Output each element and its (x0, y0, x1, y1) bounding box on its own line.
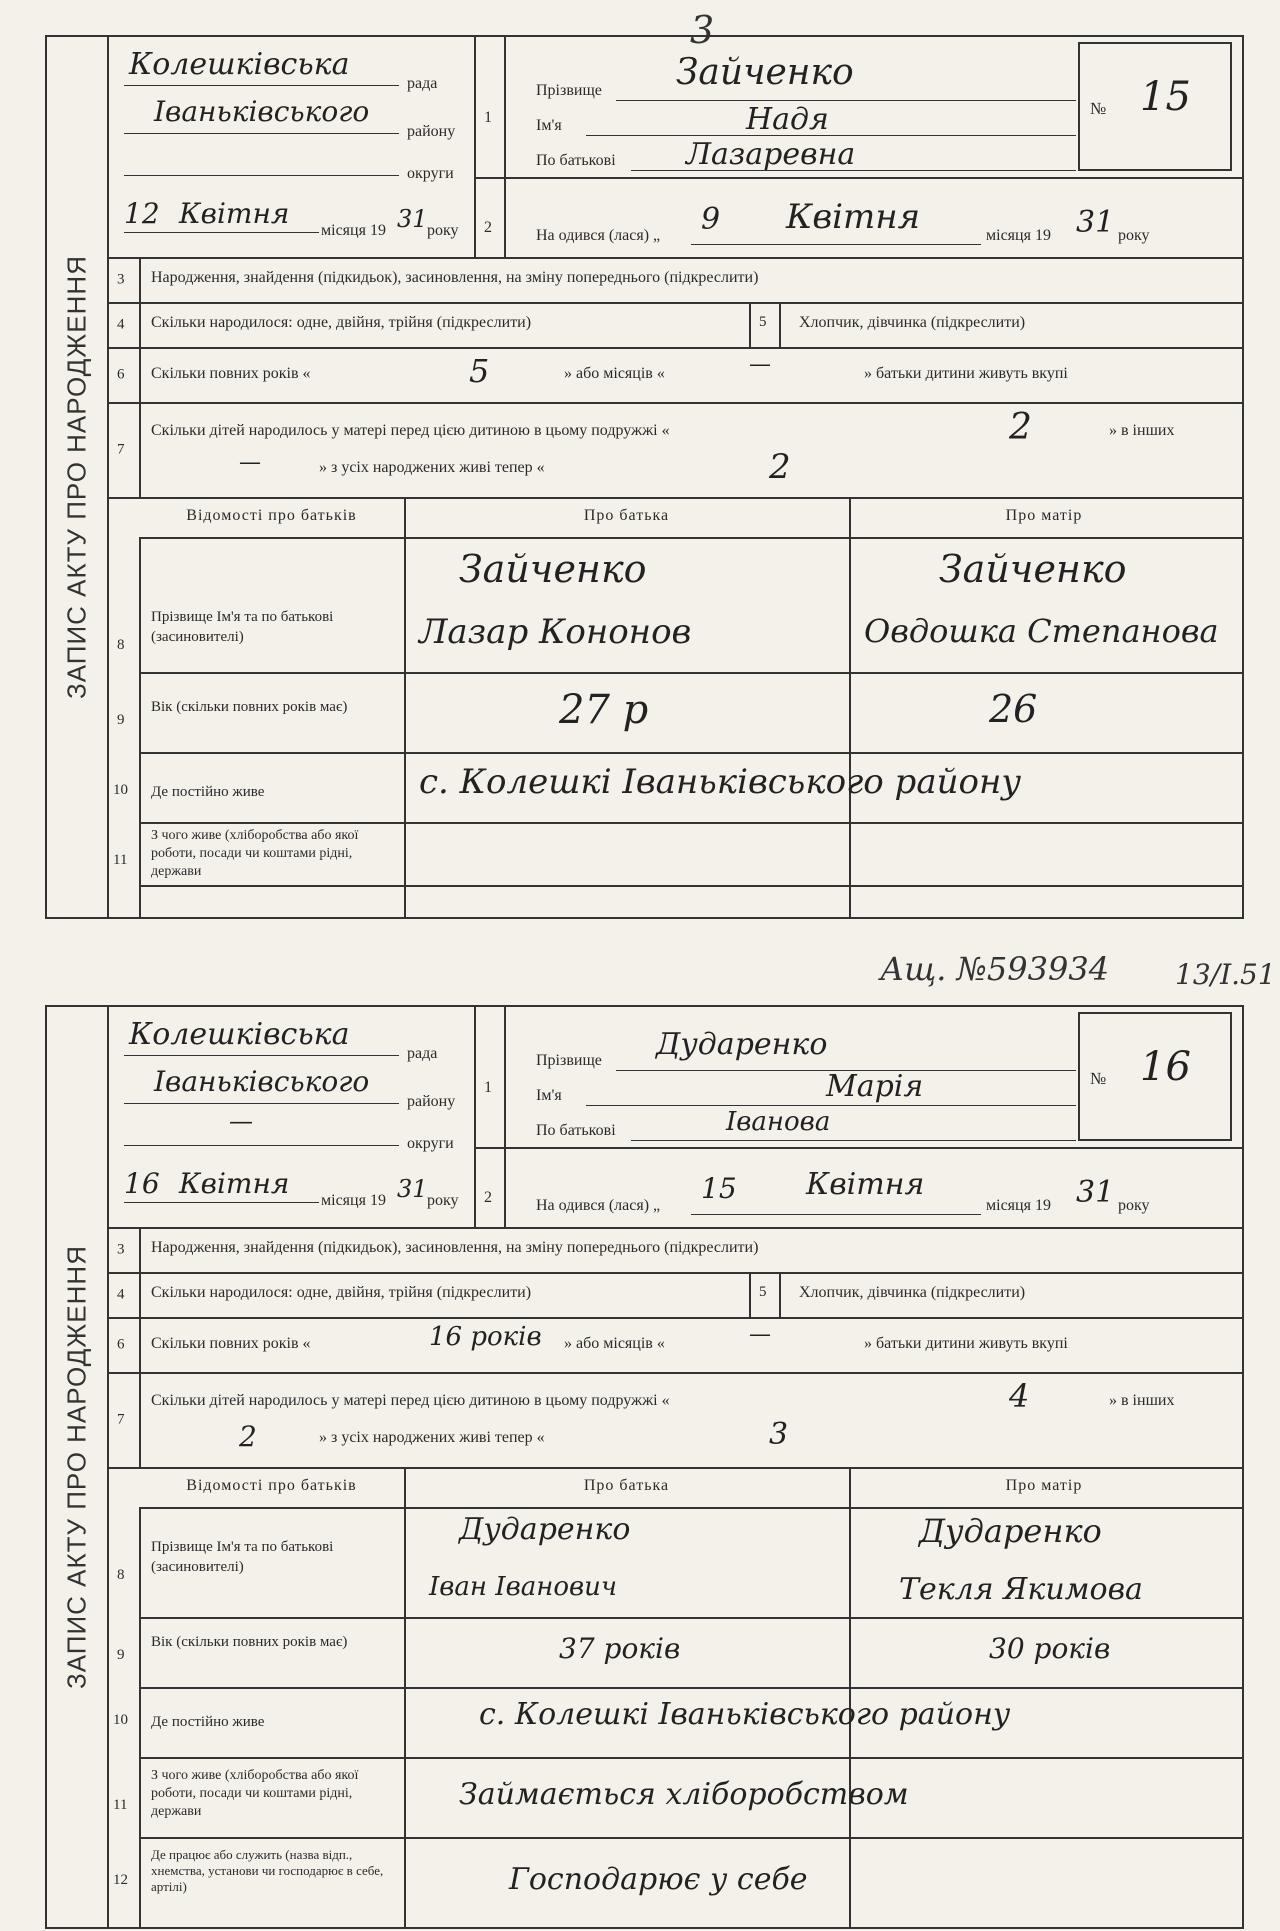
row-7: 7 Скільки дітей народилось у матері перед цією дитиною в цьому подружжі « 2 » в інших — » з усіх народжених живі тепер « 2 (109, 402, 1242, 499)
birth-day: 15 (701, 1172, 737, 1205)
birth-misiatsia-label: місяця 19 (986, 1197, 1051, 1214)
birth-year: 31 (1076, 205, 1115, 240)
mother-surname: Дударенко (919, 1512, 1102, 1550)
father-surname: Дударенко (459, 1512, 631, 1547)
record-number-box: № 15 (1078, 42, 1232, 171)
reg-year: 31 (397, 205, 428, 233)
name-value: Марія (826, 1069, 924, 1104)
father-name: Іван Іванович (429, 1572, 618, 1602)
reg-misiatsia-label: місяця 19 (321, 222, 386, 239)
row-3: 3 Народження, знайдення (підкидьок), засиновлення, на зміну попереднього (підкреслити) (109, 257, 1242, 304)
record-number: 15 (1140, 74, 1191, 120)
occupation: Займається хліборобством (459, 1777, 909, 1812)
reg-month: Квітня (179, 1167, 290, 1200)
name-label: Ім'я (536, 1087, 562, 1104)
reg-day: 12 (124, 197, 160, 230)
children-alive: 3 (769, 1417, 789, 1452)
children-other: — (239, 450, 261, 475)
months-together: — (749, 1322, 771, 1347)
raion-label: району (407, 123, 456, 140)
father-age: 27 р (559, 687, 649, 733)
years-together: 16 років (429, 1322, 542, 1352)
children-this-marriage: 2 (1009, 407, 1032, 448)
reg-month: Квітня (179, 197, 290, 230)
mother-age: 26 (989, 687, 1038, 731)
parents-section: Відомості про батьків Про батька Про матір 8 Прізвище Ім'я та по батькові (засиновителі) Зайченко Лазар Кононов Зайченко Овдошка Степанова 9 Вік (скільки повних років має) 27 р 26 10 Де постійно живе с. Колешкі Іваньківського району 11 З чого живе (хліборобства або якої роботи, посади чи коштами рідні, держави (109, 497, 1242, 917)
header-section: Колешківська рада Іваньківського району округи 12 Квітня місяця 19 31 року 1 2 Прізвище Зайченко Ім'я Надя По батькові Лазаревна На одився (лася) „ 9 Квітня місяця 19 31 року № 15 (109, 37, 1242, 259)
row-6: 6 Скільки повних років « 16 років » або місяців « — » батьки дитини живуть вкупі (109, 1317, 1242, 1374)
row-4-5: 4 Скільки народилося: одне, двійня, трійня (підкреслити) 5 Хлопчик, дівчинка (підкреслити) (109, 302, 1242, 349)
children-this-marriage: 4 (1009, 1377, 1030, 1415)
surname-label: Прізвище (536, 1052, 602, 1069)
birth-record-2 (45, 1005, 1244, 1929)
raion-label: району (407, 1093, 456, 1110)
rada-label: рада (407, 75, 438, 92)
top-mark: 3 (690, 8, 715, 52)
patronymic-label: По батькові (536, 152, 616, 169)
header-section: Колешківська рада Іваньківського району — округи 16 Квітня місяця 19 31 року 1 2 Прізвище Дударенко Ім'я Марія По батькові Іванова На одився (лася) „ 15 Квітня місяця 19 31 року № 16 (109, 1007, 1242, 1229)
surname-label: Прізвище (536, 82, 602, 99)
birth-month: Квітня (806, 1167, 925, 1202)
okrug-label: округи (407, 1135, 454, 1152)
archive-date: 13/I.51 (1175, 958, 1276, 991)
rada-value: Колешківська (129, 1017, 350, 1052)
patronymic-label: По батькові (536, 1122, 616, 1139)
row-3: 3 Народження, знайдення (підкидьок), засиновлення, на зміну попереднього (підкреслити) (109, 1227, 1242, 1274)
birth-roku-label: року (1118, 227, 1150, 244)
vertical-title: ЗАПИС АКТУ ПРО НАРОДЖЕННЯ (47, 37, 109, 917)
birth-date-label: На одився (лася) „ (536, 227, 661, 244)
children-alive: 2 (769, 447, 791, 487)
record-number-box: № 16 (1078, 1012, 1232, 1141)
mother-age: 30 років (989, 1632, 1111, 1665)
archive-note: Ащ. №593934 (880, 950, 1110, 988)
months-together: — (749, 352, 771, 377)
mother-name: Текля Якимова (899, 1572, 1143, 1607)
birth-month: Квітня (786, 197, 921, 237)
surname-value: Дударенко (656, 1027, 828, 1062)
okrug-value: — (229, 1107, 253, 1135)
patronymic-value: Лазаревна (686, 137, 856, 172)
rada-value: Колешківська (129, 47, 350, 82)
birth-day: 9 (701, 202, 721, 237)
father-name: Лазар Кононов (419, 612, 692, 652)
row-6: 6 Скільки повних років « 5 » або місяців « — » батьки дитини живуть вкупі (109, 347, 1242, 404)
residence: с. Колешкі Іваньківського району (479, 1697, 1011, 1732)
father-surname: Зайченко (459, 547, 647, 591)
birth-record-1 (45, 35, 1244, 919)
surname-value: Зайченко (676, 52, 854, 93)
reg-roku-label: року (427, 222, 459, 239)
patronymic-value: Іванова (726, 1107, 831, 1137)
father-age: 37 років (559, 1632, 681, 1665)
raion-value: Іваньківського (154, 1065, 370, 1098)
reg-year: 31 (397, 1175, 428, 1203)
children-other: 2 (239, 1420, 257, 1453)
raion-value: Іваньківського (154, 95, 370, 128)
residence: с. Колешкі Іваньківського району (419, 762, 1022, 802)
vertical-title: ЗАПИС АКТУ ПРО НАРОДЖЕННЯ (47, 1007, 109, 1927)
okrug-label: округи (407, 165, 454, 182)
mother-name: Овдошка Степанова (864, 612, 1219, 650)
record-number: 16 (1140, 1044, 1191, 1090)
row-7: 7 Скільки дітей народилось у матері перед цією дитиною в цьому подружжі « 4 » в інших 2 » з усіх народжених живі тепер « 3 (109, 1372, 1242, 1469)
reg-day: 16 (124, 1167, 160, 1200)
birth-year: 31 (1076, 1175, 1115, 1210)
name-label: Ім'я (536, 117, 562, 134)
birth-misiatsia-label: місяця 19 (986, 227, 1051, 244)
workplace: Господарює у себе (509, 1862, 808, 1897)
birth-roku-label: року (1118, 1197, 1150, 1214)
birth-date-label: На одився (лася) „ (536, 1197, 661, 1214)
name-value: Надя (746, 102, 829, 137)
parents-section: Відомості про батьків Про батька Про матір 8 Прізвище Ім'я та по батькові (засиновителі) Дударенко Іван Іванович Дударенко Текля Якимова 9 Вік (скільки повних років має) 37 років 30 років 10 Де постійно живе с. Колешкі Іваньківського району 11 З чого живе (хліборобства або якої роботи, посади чи коштами рідні, держави Займається хліборобством 12 Де працює або служить (назва відп., хнемства, установи чи господарює в себе, артілі) Господарює у себе (109, 1467, 1242, 1927)
mother-surname: Зайченко (939, 547, 1127, 591)
rada-label: рада (407, 1045, 438, 1062)
reg-misiatsia-label: місяця 19 (321, 1192, 386, 1209)
row-4-5: 4 Скільки народилося: одне, двійня, трійня (підкреслити) 5 Хлопчик, дівчинка (підкреслити) (109, 1272, 1242, 1319)
years-together: 5 (469, 352, 490, 390)
reg-roku-label: року (427, 1192, 459, 1209)
